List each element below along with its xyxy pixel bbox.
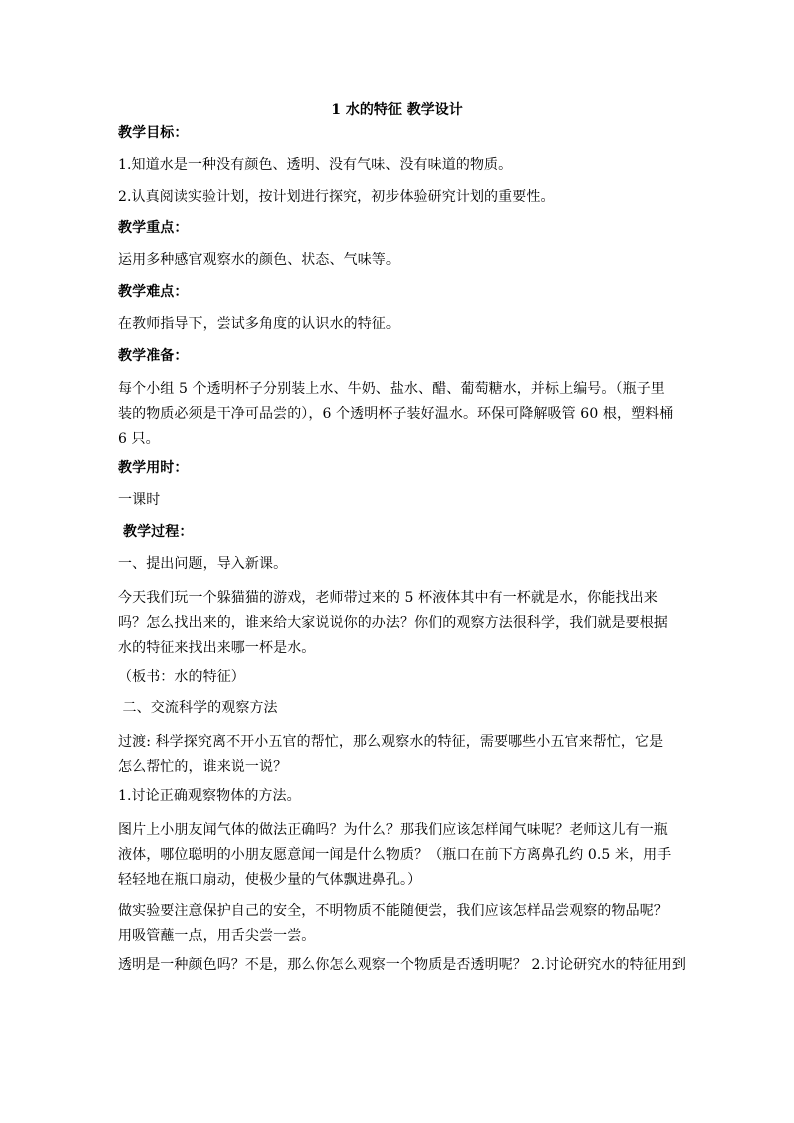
heading-key-points: 教学重点：: [118, 220, 189, 237]
transition-paragraph: 过渡: 科学探究离不开小五官的帮忙，那么观察水的特征，需要哪些小五官来帮忙，它是怎么帮忙的，谁来说一说？: [118, 734, 664, 776]
board-note: （板书：水的特征）: [118, 668, 245, 685]
document-title: 1 水的特征 教学设计: [331, 102, 463, 118]
taste-method-paragraph: 做实验要注意保护自己的安全，不明物质不能随便尝，我们应该怎样品尝观察的物品呢？用吸管蘸一点，用舌尖尝一尝。: [118, 902, 668, 944]
document-page: [118, 100, 687, 987]
heading-difficulties: 教学难点：: [118, 283, 189, 300]
objective-1: 1.知道水是一种没有颜色、透明、没有气味、没有味道的物质。: [118, 156, 513, 173]
heading-teaching-objectives: 教学目标：: [118, 125, 189, 141]
section-1-paragraph: 今天我们玩一个躲猫猫的游戏，老师带过来的 5 杯液体其中有一杯就是水，你能找出来吗？怎么找出来的，谁来给大家说说你的办法？你们的观察方法很科学，我们就是要根据水的特征来找出来哪一杯是水。: [118, 589, 668, 656]
preparation-text: 每个小组 5 个透明杯子分别装上水、牛奶、盐水、醋、葡萄糖水，并标上编号。（瓶子里装的物质必须是干净可品尝的），6 个透明杯子装好温水。环保可降解吸管 60 根，塑料桶 6 只。: [118, 381, 674, 448]
heading-duration: 教学用时：: [118, 460, 189, 477]
section-1-heading: 一、提出问题，导入新课。: [118, 555, 288, 572]
key-points-text: 运用多种感官观察水的颜色、状态、气味等。: [118, 252, 400, 269]
difficulties-text: 在教师指导下，尝试多角度的认识水的特征。: [118, 315, 400, 332]
smell-method-paragraph: 图片上小朋友闻气体的做法正确吗？为什么？那我们应该怎样闻气味呢？老师这儿有一瓶液体，哪位聪明的小朋友愿意闻一闻是什么物质？（瓶口在前下方离鼻孔约 0.5 米，用手轻轻地在瓶口扇动，使极少量的气体飘进鼻孔。）: [118, 821, 672, 888]
transparency-paragraph: 透明是一种颜色吗？不是，那么你怎么观察一个物质是否透明呢？ 2.讨论研究水的特征用到: [118, 956, 687, 973]
duration-text: 一课时: [118, 492, 161, 509]
heading-process: 教学过程：: [118, 523, 194, 540]
heading-preparation: 教学准备：: [118, 347, 189, 364]
objective-2: 2.认真阅读实验计划，按计划进行探究，初步体验研究计划的重要性。: [118, 188, 555, 205]
section-2-heading: 二、交流科学的观察方法: [118, 700, 278, 717]
subsection-1-heading: 1.讨论正确观察物体的方法。: [118, 788, 301, 805]
